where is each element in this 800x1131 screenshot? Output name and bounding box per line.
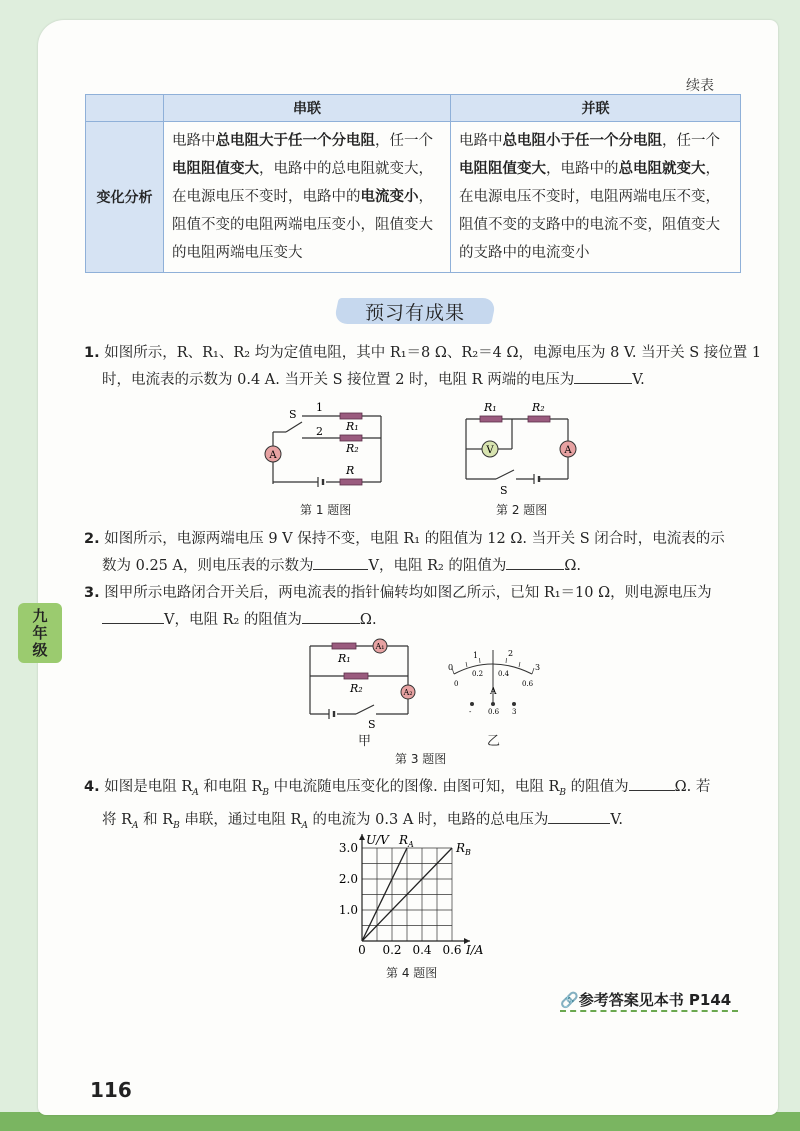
meter-lower-0: 0 — [454, 680, 459, 688]
answer-blank[interactable] — [102, 609, 164, 624]
chart-y-tick-label: 3.0 — [338, 841, 358, 855]
cell-text: 电路中 — [172, 133, 216, 149]
cell-text: ，电路中的总电阻就变大，在电源电压不变时，电路中的 — [172, 161, 433, 205]
emphasis-text: 电流变小 — [360, 188, 419, 205]
subscript: A — [301, 820, 308, 831]
question-number: 3. — [84, 585, 100, 601]
page-number: 116 — [90, 1078, 132, 1102]
question-number: 1. — [84, 345, 100, 361]
r1-label: R₁ — [346, 420, 359, 433]
switch-label: S — [500, 484, 508, 497]
parallel-analysis-cell — [451, 122, 741, 273]
subscript: A — [192, 787, 199, 798]
chart-y-tick-label: 1.0 — [338, 903, 358, 917]
series-analysis-cell — [164, 122, 451, 273]
r-label: R — [346, 464, 355, 477]
cell-text: ，在电源电压不变时，电阻两端电压不变，阻值不变的支路中的电流不变，阻值变大的支路中的电流变小 — [459, 161, 720, 261]
series-label-main: R — [456, 841, 466, 855]
figure-3-meter — [440, 640, 550, 720]
question-number: 4. — [84, 779, 100, 795]
ammeter-label: A — [564, 445, 572, 456]
figure-4-chart — [330, 828, 500, 968]
figure-4-caption: 第 4 题图 — [386, 966, 438, 980]
subscript: B — [262, 787, 270, 798]
question-text: V. — [610, 811, 623, 828]
emphasis-text: 总电阻大于任一个分电阻 — [215, 132, 375, 149]
emphasis-text: 总电阻就变大 — [618, 160, 706, 177]
r2-label: R₂ — [346, 442, 359, 455]
voltmeter-label: V — [486, 445, 494, 456]
grade-label — [32, 607, 47, 659]
a1-label: A₁ — [375, 642, 385, 651]
meter-upper-0: 0 — [448, 663, 454, 672]
figure-2-caption: 第 2 题图 — [496, 503, 548, 517]
question-text: Ω. 若 — [674, 779, 711, 795]
question-text: 图甲所示电路闭合开关后，两电流表的指针偏转均如图乙所示，已知 R₁＝10 Ω，则电源电压为 — [104, 585, 712, 601]
figure-1-circuit — [258, 402, 398, 502]
figure-3-caption: 第 3 题图 — [395, 752, 447, 766]
question-text: 如图所示，电源两端电压 9 V 保持不变，电阻 R₁ 的阻值为 12 Ω. 当开关 S 闭合时，电流表的示 — [104, 531, 725, 547]
question-text: 如图所示，R、R₁、R₂ 均为定值电阻，其中 R₁＝8 Ω、R₂＝4 Ω，电源电压为 8 V. 当开关 S 接位置 1 — [104, 345, 762, 361]
subscript: A — [132, 820, 139, 831]
answer-underline — [560, 1010, 738, 1012]
a2-label: A₂ — [403, 688, 413, 697]
r1-label: R₁ — [484, 401, 497, 414]
table-header-parallel: 并联 — [451, 95, 741, 122]
question-text: Ω. — [564, 558, 582, 574]
chart-y-tick-label: 2.0 — [338, 872, 358, 886]
section-banner — [336, 295, 494, 325]
chart-x-tick-label: 0.6 — [442, 943, 462, 957]
meter-terminal-06: 0.6 — [488, 708, 500, 716]
grade-side-tab — [18, 603, 62, 663]
meter-unit: A — [490, 687, 497, 697]
meter-lower-3: 0.6 — [522, 680, 534, 688]
cell-text: 电路中 — [459, 133, 503, 149]
question-text: 和电阻 R — [198, 779, 263, 795]
grade-char: 年 — [32, 624, 48, 642]
meter-lower-2: 0.4 — [498, 670, 510, 678]
question-2 — [84, 526, 725, 580]
meter-upper-3: 3 — [535, 663, 541, 672]
r2-label: R₂ — [532, 401, 545, 414]
figure-3-circuit — [304, 634, 419, 734]
series-label-sub: A — [408, 840, 414, 849]
emphasis-text: 总电阻小于任一个分电阻 — [502, 132, 662, 149]
answer-blank[interactable] — [506, 555, 564, 570]
question-text: 中电流随电压变化的图像. 由图可知，电阻 R — [269, 779, 560, 795]
switch-label: S — [289, 408, 297, 421]
question-text: 数为 0.25 A，则电压表的示数为 — [102, 558, 314, 574]
summary-table — [85, 94, 741, 273]
pos1-label: 1 — [316, 401, 323, 414]
r2-label: R₂ — [350, 682, 363, 695]
question-number: 2. — [84, 531, 100, 547]
grade-char: 九 — [32, 607, 48, 625]
cell-text: ，阻值不变的电阻两端电压变小，阻值变大的电阻两端电压变大 — [172, 189, 433, 261]
chart-x-tick-label: 0.2 — [382, 943, 402, 957]
table-row-label: 变化分析 — [86, 122, 164, 273]
question-text: 时，电流表的示数为 0.4 A. 当开关 S 接位置 2 时，电阻 R 两端的电压为 — [102, 372, 575, 388]
question-text: V. — [632, 372, 645, 388]
switch-label: S — [368, 718, 376, 731]
answer-blank[interactable] — [302, 609, 360, 624]
chart-series-label — [398, 833, 414, 849]
answer-blank[interactable] — [574, 369, 632, 384]
meter-lower-1: 0.2 — [472, 670, 484, 678]
ammeter-label: A — [269, 450, 277, 461]
figure-2-circuit — [460, 402, 590, 502]
question-text: V，电阻 R₂ 的阻值为 — [164, 612, 302, 628]
figure-3-jia: 甲 — [358, 734, 372, 749]
subscript: B — [173, 820, 180, 831]
answer-blank[interactable] — [313, 555, 368, 570]
figure-1-caption: 第 1 题图 — [300, 503, 352, 517]
question-1 — [84, 340, 761, 394]
chart-x-label: I/A — [466, 943, 484, 957]
question-text: Ω. — [359, 612, 377, 628]
section-title: 预习有成果 — [364, 302, 465, 324]
question-text: V，电阻 R₂ 的阻值为 — [368, 558, 507, 574]
link-icon: 🔗 — [560, 991, 579, 1009]
answer-reference-text: 参考答案见本书 P144 — [578, 991, 732, 1009]
answer-blank[interactable] — [629, 776, 675, 791]
r1-label: R₁ — [338, 652, 351, 665]
cell-text: ，电路中的 — [546, 161, 619, 177]
table-corner — [86, 95, 164, 122]
pos2-label: 2 — [316, 425, 323, 438]
question-text: 将 R — [102, 811, 133, 828]
series-label-sub: B — [465, 848, 471, 857]
meter-terminal-neg: - — [469, 708, 472, 716]
figure-3-yi: 乙 — [487, 734, 501, 749]
table-header-series: 串联 — [164, 95, 451, 122]
question-text: 的阻值为 — [566, 779, 629, 795]
chart-x-tick-label: 0.4 — [412, 943, 432, 957]
meter-upper-2: 2 — [508, 649, 514, 658]
meter-upper-1: 1 — [473, 651, 479, 660]
question-3 — [84, 580, 712, 634]
series-label-main: R — [399, 833, 409, 847]
emphasis-text: 电阻阻值变大 — [459, 160, 546, 177]
subscript: B — [559, 787, 566, 798]
chart-y-label: U/V — [366, 833, 389, 847]
grade-char: 级 — [32, 641, 48, 659]
question-text: 如图是电阻 R — [104, 779, 193, 795]
emphasis-text: 电阻阻值变大 — [172, 160, 259, 177]
chart-series-label — [455, 841, 471, 857]
cell-text: ，任一个 — [662, 133, 720, 149]
continued-label: 续表 — [686, 78, 714, 94]
question-text: 和 R — [138, 811, 174, 828]
chart-y-arrow — [359, 834, 365, 840]
question-text: 的电流为 0.3 A 时，电路的总电压为 — [307, 811, 549, 828]
cell-text: ，任一个 — [375, 133, 433, 149]
question-text: 串联，通过电阻 R — [179, 811, 302, 828]
chart-x-tick-label: 0 — [358, 943, 366, 957]
answer-reference — [560, 989, 731, 1010]
answer-blank[interactable] — [548, 809, 610, 824]
meter-terminal-3: 3 — [512, 708, 517, 716]
